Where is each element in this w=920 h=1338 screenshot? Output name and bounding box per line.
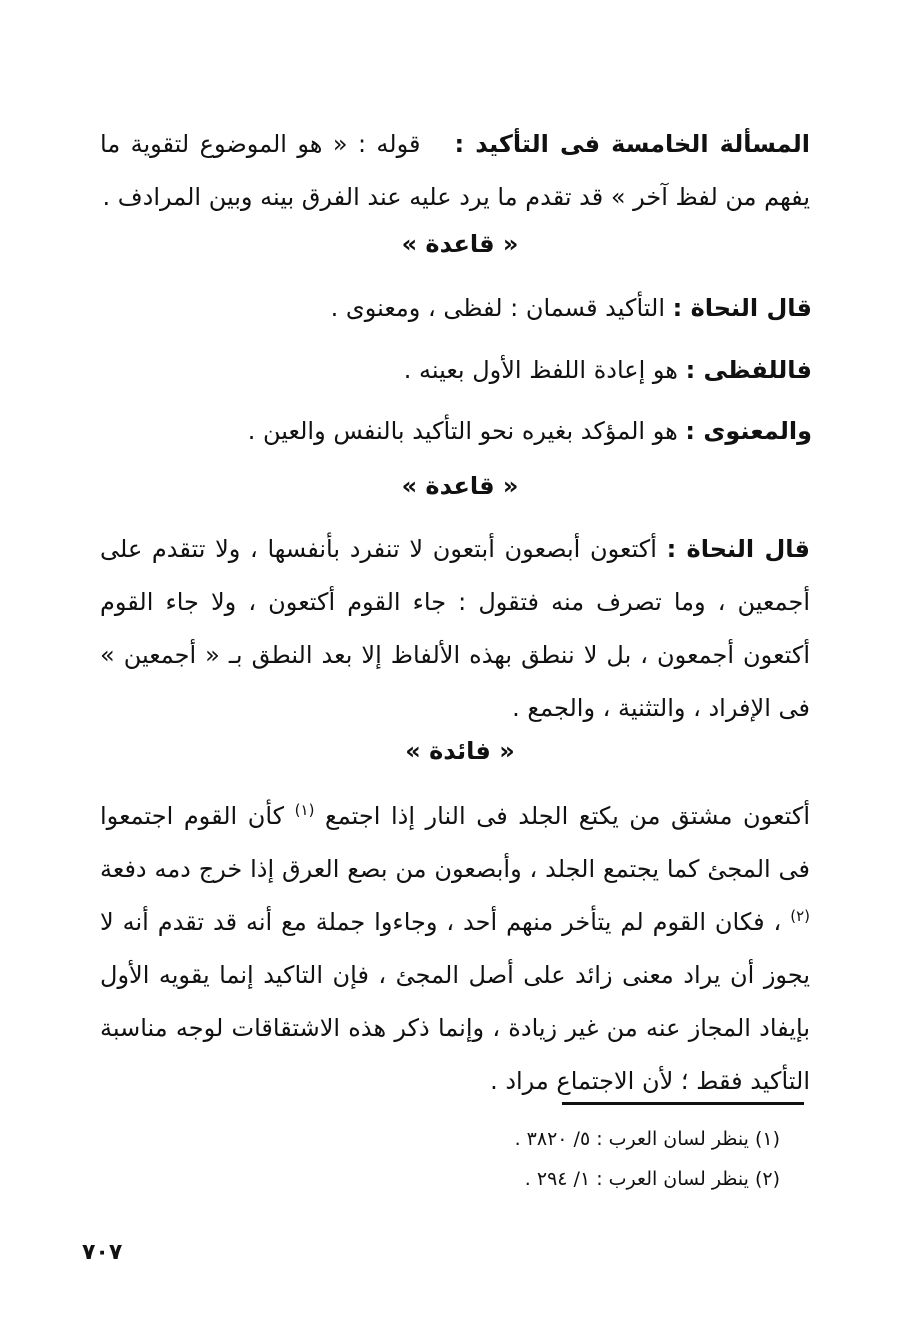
rule1-line-2-lead: فاللفظى : (685, 356, 812, 384)
rule1-line-1-text: التأكيد قسمان : لفظى ، ومعنوى . (330, 294, 665, 322)
benefit-text-2: كأن القوم اجتمعوا فى المجئ كما يجتمع الجلد ، وأبصعون من بصع العرق إذا خرج دمه دفعة (100, 802, 810, 883)
issue-paragraph (100, 118, 810, 224)
rule1-line-2 (92, 350, 812, 390)
benefit-text-1: أكتعون مشتق من يكتع الجلد فى النار إذا اجتمع (325, 802, 810, 830)
rule2-paragraph (100, 523, 810, 735)
footnote-ref-2: (٢) (790, 907, 810, 925)
benefit-paragraph (100, 790, 810, 1108)
benefit-text-3: ، فكان القوم لم يتأخر منهم أحد ، وجاءوا جملة مع أنه قد تقدم أنه لا يجوز أن يراد معنى زائد على أصل المجئ ، فإن التاكيد إنما يقويه الأول بإيفاد المجاز عنه من غير زيادة ، وإنما ذكر هذه الاشتقاقات لوجه مناسبة التأكيد فقط ؛ لأن الاجتماع مراد . (100, 908, 810, 1095)
heading-rule-2: « قاعدة » (401, 472, 519, 500)
heading-benefit: « فائدة » (405, 737, 515, 765)
issue-text: قوله : « هو الموضوع لتقوية ما يفهم من لفظ آخر » قد تقدم ما يرد عليه عند الفرق بينه وبين المرادف . (100, 130, 810, 211)
rule1-line-3-lead: والمعنوى : (685, 417, 812, 445)
rule1-line-2-text: هو إعادة اللفظ الأول بعينه . (403, 356, 678, 384)
rule1-line-3-text: هو المؤكد بغيره نحو التأكيد بالنفس والعين . (247, 417, 678, 445)
footnote-ref-1: (١) (294, 801, 315, 819)
rule1-line-1 (92, 288, 812, 328)
issue-lead: المسألة الخامسة فى التأكيد : (454, 130, 811, 158)
page-number: ٧٠٧ (82, 1240, 123, 1265)
rule2-text: أكتعون أبصعون أبتعون لا تنفرد بأنفسها ، ولا تتقدم على أجمعين ، وما تصرف منه فتقول : جاء القوم أكتعون ، ولا جاء القوم أكتعون أجمعون ، بل لا ننطق بهذه الألفاظ إلا بعد النطق بـ « أجمعين » فى الإفراد ، والتثنية ، والجمع . (100, 535, 810, 722)
footnote-divider (562, 1102, 804, 1105)
rule2-lead: قال النحاة : (666, 535, 811, 563)
footnote-2: (٢) ينظر لسان العرب : ١/ ٢٩٤ . (524, 1168, 780, 1190)
rule1-line-3 (92, 411, 812, 451)
heading-rule-1: « قاعدة » (401, 230, 519, 258)
rule1-line-1-lead: قال النحاة : (672, 294, 812, 322)
footnote-1: (١) ينظر لسان العرب : ٥/ ٣٨٢٠ . (514, 1128, 780, 1150)
